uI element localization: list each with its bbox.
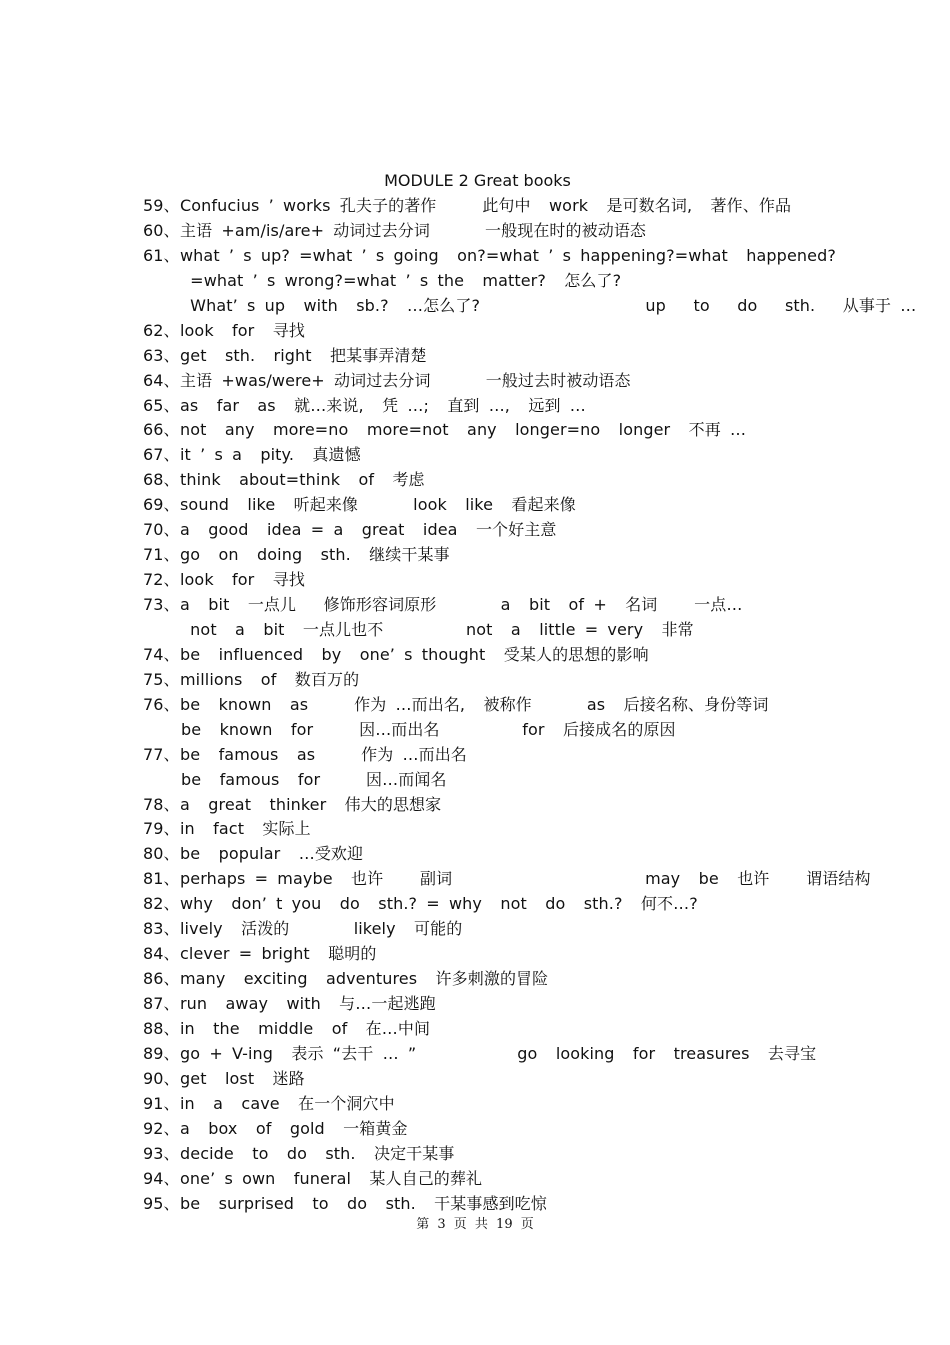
- list-item: [143, 643, 843, 668]
- item-text: be popular …受欢迎: [180, 844, 364, 864]
- item-number: 94、: [143, 1168, 180, 1188]
- item-text: in a cave 在一个洞穴中: [180, 1093, 395, 1113]
- item-text: not any more=no more=not any longer=no longer 不再 …: [180, 420, 747, 440]
- list-item: [143, 369, 843, 394]
- item-number: 69、: [143, 495, 180, 515]
- item-number: 59、: [143, 196, 180, 215]
- list-item: [143, 967, 843, 992]
- list-item: [143, 1167, 843, 1192]
- list-item: [143, 269, 843, 294]
- list-item: [143, 1042, 843, 1067]
- list-item: [143, 718, 843, 743]
- list-item: [143, 493, 843, 518]
- item-text: in fact 实际上: [180, 819, 311, 839]
- item-text: why don’ t you do sth.? = why not do sth.? 何不…?: [180, 894, 698, 914]
- item-number: 79、: [143, 819, 180, 839]
- list-item: [143, 1142, 843, 1167]
- item-text: millions of 数百万的: [180, 669, 360, 689]
- list-item: [143, 793, 843, 818]
- item-text: What’ s up with sb.? …怎么了? up to do sth. 从事于 …: [181, 295, 917, 315]
- item-number: 92、: [143, 1118, 180, 1138]
- item-text: not a bit 一点儿也不 not a little = very 非常: [181, 619, 694, 639]
- item-number: 73、: [143, 595, 180, 614]
- list-item: [143, 219, 843, 244]
- item-text: clever = bright 聪明的: [180, 944, 377, 964]
- list-item: [143, 618, 843, 643]
- item-number: 64、: [143, 370, 180, 390]
- item-text: run away with 与…一起逃跑: [180, 994, 436, 1013]
- list-item: [143, 244, 843, 269]
- item-number: 75、: [143, 669, 180, 689]
- list-item: [143, 842, 843, 867]
- list-item: [143, 518, 843, 543]
- item-text: perhaps = maybe 也许 副词 may be 也许 谓语结构: [180, 869, 871, 889]
- item-text: be famous as 作为 …而出名: [180, 744, 467, 764]
- item-number: 66、: [143, 420, 180, 440]
- item-number: 82、: [143, 894, 180, 914]
- item-number: 65、: [143, 395, 180, 415]
- item-text: be famous for 因…而闻名: [181, 769, 447, 789]
- list-item: [143, 319, 843, 344]
- item-number: 68、: [143, 470, 180, 490]
- item-text: sound like 听起来像 look like 看起来像: [180, 495, 576, 515]
- list-item: [143, 418, 843, 443]
- item-text: go + V-ing 表示 “去干 … ” go looking for treasures 去寻宝: [180, 1043, 817, 1063]
- item-number: 87、: [143, 994, 180, 1013]
- item-number: 90、: [143, 1068, 180, 1088]
- item-text: a box of gold 一箱黄金: [180, 1118, 408, 1138]
- item-text: be influenced by one’ s thought 受某人的思想的影响: [180, 644, 649, 664]
- item-number: 89、: [143, 1043, 180, 1063]
- list-item: [143, 768, 843, 793]
- item-text: be surprised to do sth. 干某事感到吃惊: [180, 1193, 547, 1213]
- item-text: lively 活泼的 likely 可能的: [180, 919, 463, 939]
- page-footer: 第 3 页 共 19 页: [416, 1217, 534, 1232]
- list-item: [143, 468, 843, 493]
- item-number: 88、: [143, 1018, 180, 1038]
- item-number: 77、: [143, 744, 180, 764]
- item-number: 84、: [143, 944, 180, 964]
- list-item: [143, 543, 843, 568]
- list-item: [143, 817, 843, 842]
- page-title: MODULE 2 Great books: [384, 171, 571, 190]
- item-number: 62、: [143, 320, 180, 340]
- item-number: 83、: [143, 919, 180, 939]
- item-number: 63、: [143, 345, 180, 365]
- item-text: as far as 就…来说, 凭 …; 直到 …, 远到 …: [180, 395, 586, 415]
- item-text: in the middle of 在…中间: [180, 1018, 431, 1038]
- list-item: [143, 892, 843, 917]
- item-text: a good idea = a great idea 一个好主意: [180, 520, 557, 540]
- item-text: Confucius ’ works 孔夫子的著作 此句中 work 是可数名词, 著作、作品: [180, 196, 792, 215]
- item-number: 72、: [143, 570, 180, 590]
- list-item: [143, 1192, 843, 1217]
- item-number: 81、: [143, 869, 180, 889]
- item-text: 主语 +was/were+ 动词过去分词 一般过去时被动语态: [180, 370, 631, 390]
- item-number: 93、: [143, 1143, 180, 1163]
- list-item: [143, 443, 843, 468]
- item-text: it ’ s a pity. 真遗憾: [180, 445, 361, 465]
- item-text: =what ’ s wrong?=what ’ s the matter? 怎么了?: [181, 270, 622, 290]
- item-text: get sth. right 把某事弄清楚: [180, 345, 427, 365]
- list-item: [143, 568, 843, 593]
- list-item: [143, 693, 843, 718]
- list-item: [143, 394, 843, 419]
- vocabulary-list: [143, 194, 917, 1216]
- item-number: 74、: [143, 644, 180, 664]
- list-item: [143, 992, 843, 1017]
- item-text: decide to do sth. 决定干某事: [180, 1143, 455, 1163]
- list-item: [143, 917, 843, 942]
- item-text: look for 寻找: [180, 320, 305, 340]
- item-text: a bit 一点儿 修饰形容词原形 a bit of + 名词 一点…: [180, 595, 743, 614]
- list-item: [143, 194, 843, 219]
- list-item: [143, 593, 843, 618]
- item-number: 95、: [143, 1193, 180, 1213]
- item-text: many exciting adventures 许多刺激的冒险: [180, 969, 549, 989]
- item-number: 67、: [143, 445, 180, 465]
- item-text: look for 寻找: [180, 570, 305, 590]
- list-item: [143, 668, 843, 693]
- item-text: be known for 因…而出名 for 后接成名的原因: [181, 719, 676, 739]
- list-item: [143, 1092, 843, 1117]
- item-number: 71、: [143, 545, 180, 565]
- list-item: [143, 1117, 843, 1142]
- item-number: 80、: [143, 844, 180, 864]
- item-text: be known as 作为 …而出名, 被称作 as 后接名称、身份等词: [180, 694, 769, 714]
- item-text: think about=think of 考虑: [180, 470, 425, 490]
- list-item: [143, 867, 871, 892]
- item-number: 61、: [143, 245, 180, 265]
- list-item: [143, 1067, 843, 1092]
- item-number: 78、: [143, 794, 180, 814]
- list-item: [143, 1017, 843, 1042]
- list-item: [143, 294, 917, 319]
- list-item: [143, 743, 843, 768]
- list-item: [143, 942, 843, 967]
- item-number: 91、: [143, 1093, 180, 1113]
- list-item: [143, 344, 843, 369]
- item-number: 60、: [143, 220, 180, 240]
- item-text: a great thinker 伟大的思想家: [180, 794, 442, 814]
- item-text: what ’ s up? =what ’ s going on?=what ’ s happening?=what happened?: [180, 245, 836, 265]
- item-text: go on doing sth. 继续干某事: [180, 545, 450, 565]
- item-text: 主语 +am/is/are+ 动词过去分词 一般现在时的被动语态: [180, 220, 647, 240]
- item-number: 86、: [143, 969, 180, 989]
- item-number: 76、: [143, 694, 180, 714]
- item-number: 70、: [143, 520, 180, 540]
- item-text: one’ s own funeral 某人自己的葬礼: [180, 1168, 483, 1188]
- item-text: get lost 迷路: [180, 1068, 305, 1088]
